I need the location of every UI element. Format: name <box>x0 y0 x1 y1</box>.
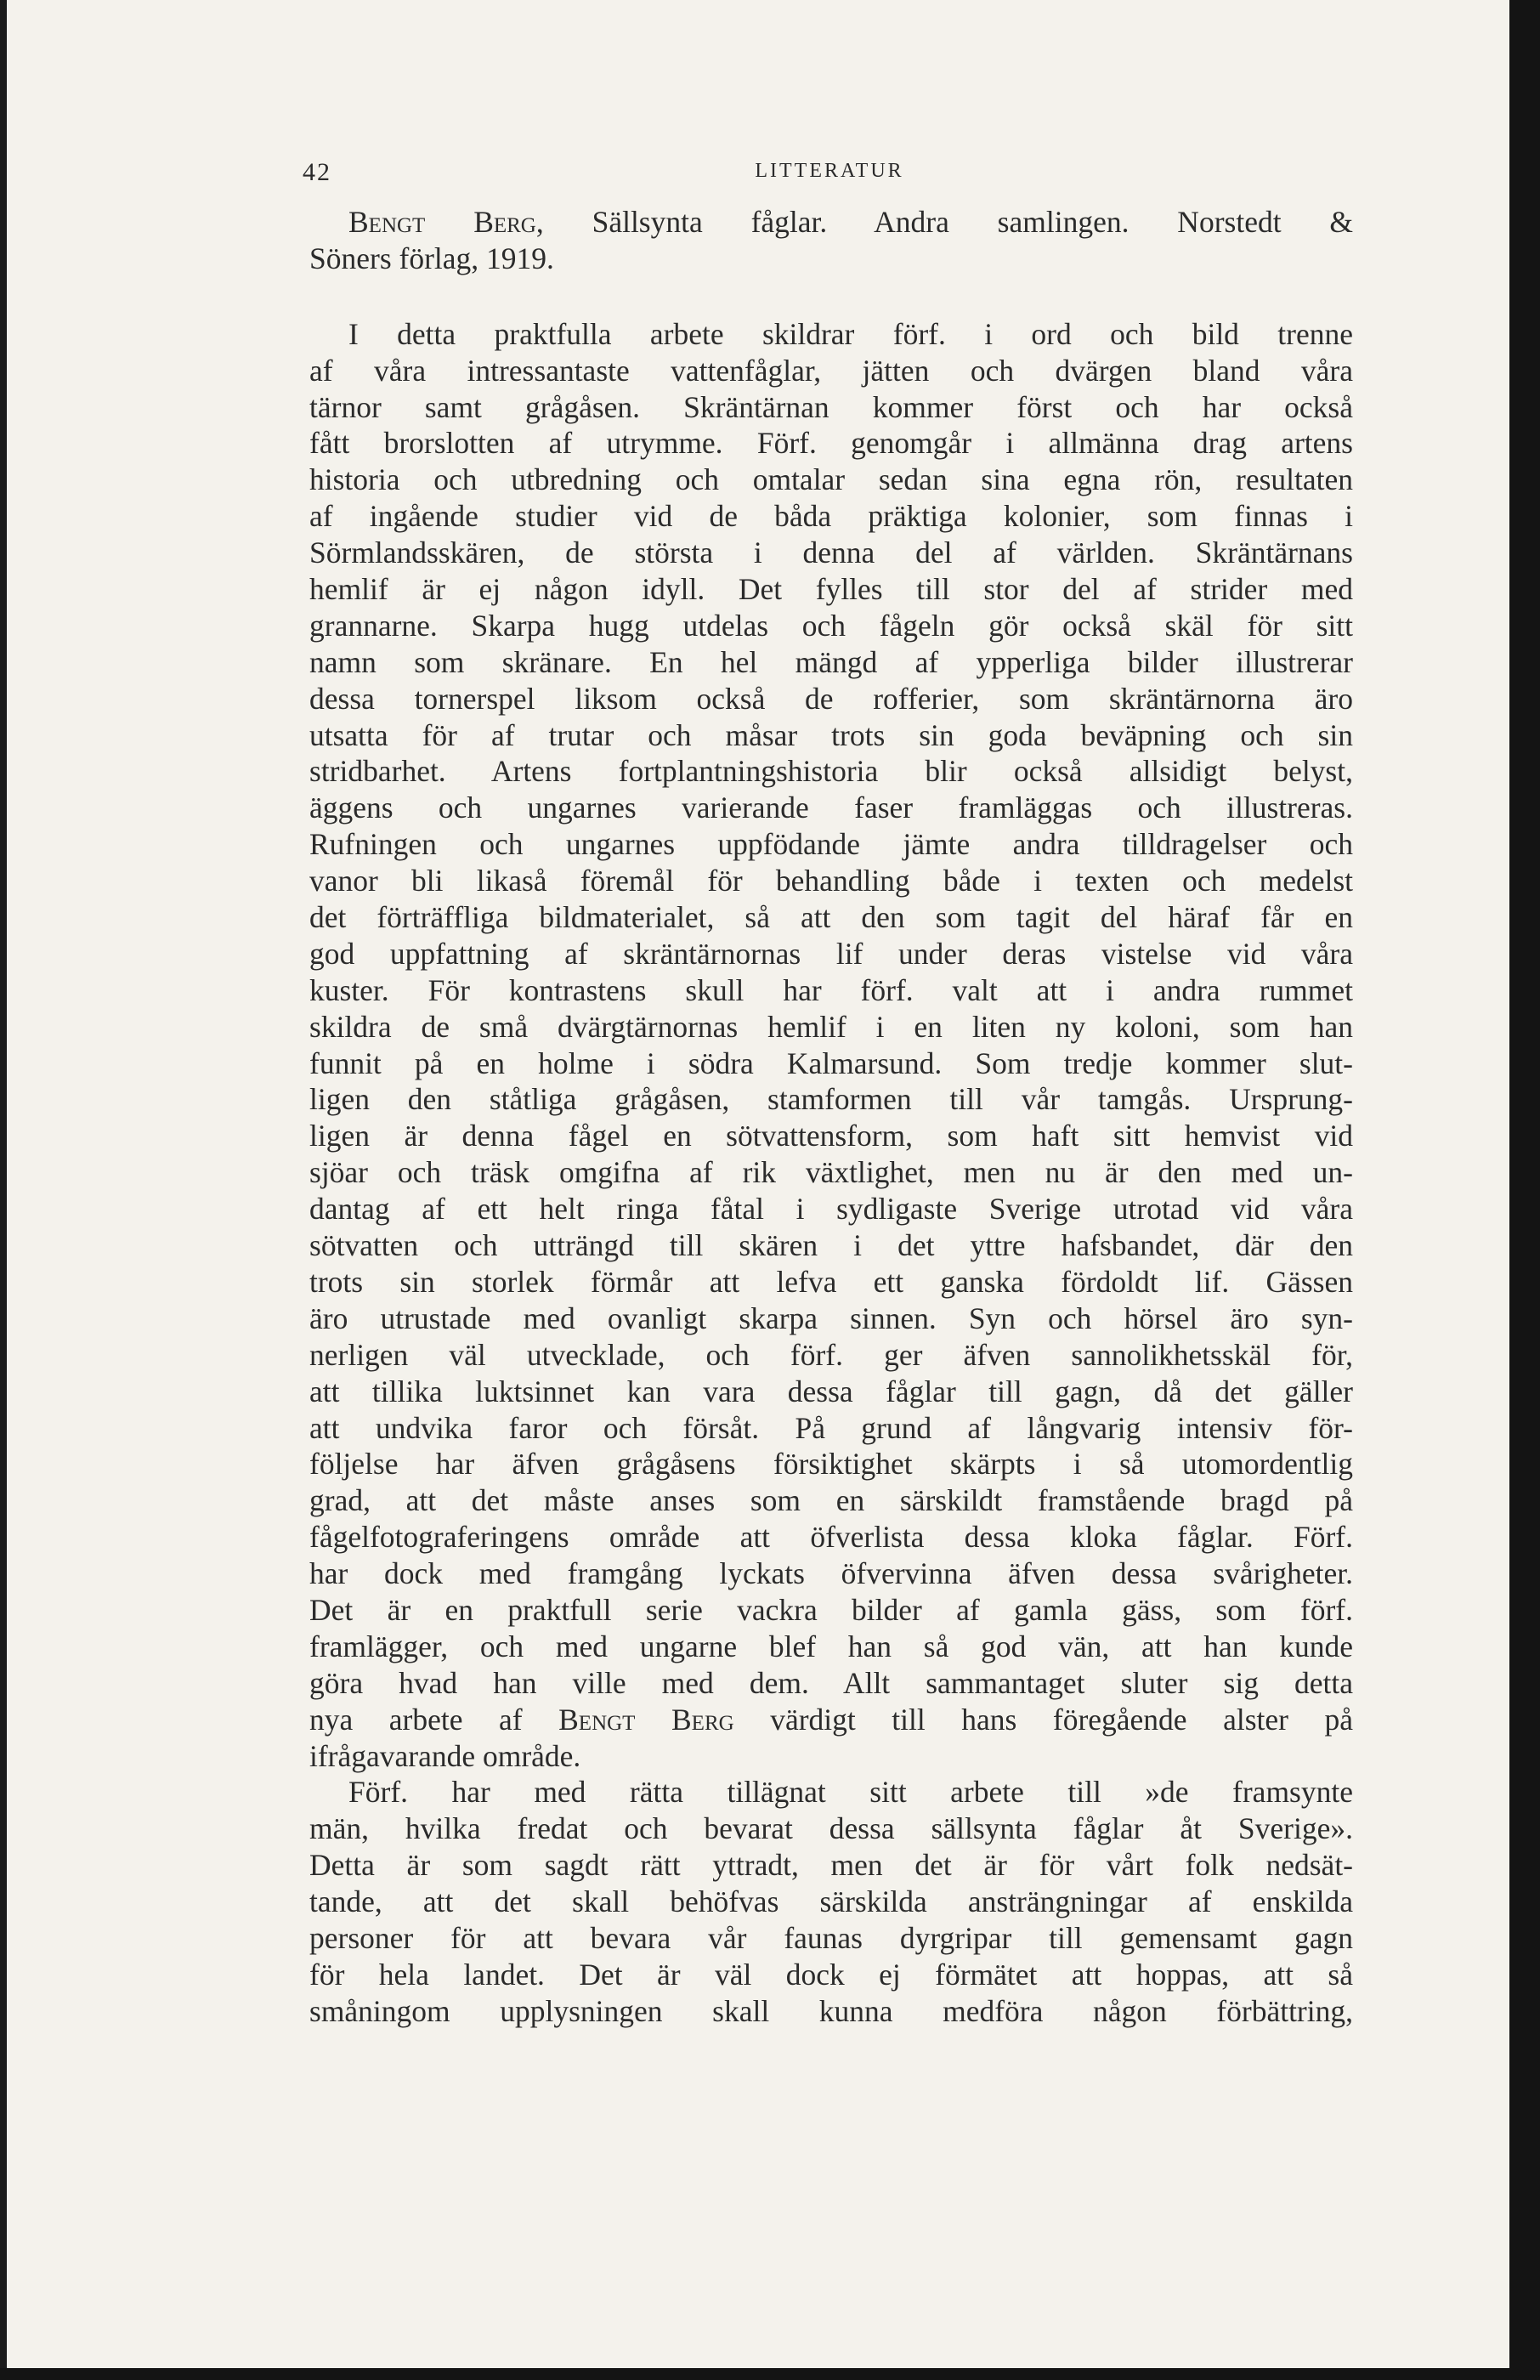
text-line: småningom upplysningen skall kunna medföra någon förbättring, <box>309 1993 1353 2028</box>
text-line: att tillika luktsinnet kan vara dessa fåglar till gagn, då det gäller <box>309 1374 1353 1408</box>
text-line: sjöar och träsk omgifna af rik växtlighet, men nu är den med un- <box>309 1155 1353 1190</box>
text-line: grannarne. Skarpa hugg utdelas och fågeln gör också skäl för sitt <box>309 608 1353 643</box>
running-title: LITTERATUR <box>755 160 904 182</box>
text-line: ifrågavarande område. <box>309 1738 581 1773</box>
page-number: 42 <box>303 158 331 186</box>
paragraph-gap <box>309 277 1353 316</box>
text-line: fått brorslotten af utrymme. Förf. genomgår i allmänna drag artens <box>309 426 1353 461</box>
scan-border-right <box>1509 0 1540 2380</box>
text-line <box>309 1702 1353 1738</box>
text-line: följelse har äfven grågåsens försiktighet skärpts i så utomordentlig <box>309 1447 1353 1482</box>
author-last-name: Berg <box>671 1702 734 1737</box>
text-line: Detta är som sagdt rätt yttradt, men det är för vårt folk nedsät- <box>309 1848 1353 1883</box>
citation-line-2: Söners förlag, 1919. <box>309 241 554 275</box>
text-line: utsatta för af trutar och måsar trots sin goda beväpning och sin <box>309 717 1353 752</box>
review-paragraph-1 <box>309 316 1353 1775</box>
text-line: stridbarhet. Artens fortplantningshistoria blir också allsidigt belyst, <box>309 754 1353 789</box>
text-line: det förträffliga bildmaterialet, så att den som tagit del häraf får en <box>309 900 1353 935</box>
text-line: funnit på en holme i södra Kalmarsund. Som tredje kommer slut- <box>309 1046 1353 1080</box>
text-line: personer för att bevara vår faunas dyrgripar till gemensamt gagn <box>309 1920 1353 1955</box>
text-line: Sörmlandsskären, de största i denna del af världen. Skräntärnans <box>309 536 1353 570</box>
text-line: namn som skränare. En hel mängd af ypperliga bilder illustrerar <box>309 644 1353 679</box>
text-line: af våra intressantaste vattenfåglar, jätten och dvärgen bland våra <box>309 353 1353 388</box>
article-text <box>309 204 1353 2030</box>
text-line: män, hvilka fredat och bevarat dessa sällsynta fåglar åt Sverige». <box>309 1811 1353 1846</box>
citation-title: , Sällsynta fåglar. Andra samlingen. Norstedt & <box>535 205 1354 239</box>
text-line: har dock med framgång lyckats öfvervinna äfven dessa svårigheter. <box>309 1556 1353 1591</box>
text-line: Det är en praktfull serie vackra bilder af gamla gäss, som förf. <box>309 1592 1353 1627</box>
citation-author-last: Berg <box>473 205 536 239</box>
text-line: äro utrustade med ovanligt skarpa sinnen. Syn och hörsel äro syn- <box>309 1300 1353 1335</box>
text-line: framlägger, och med ungarne blef han så god vän, att han kunde <box>309 1629 1353 1663</box>
scan-border-bottom <box>0 2368 1540 2380</box>
text-line: nerligen väl utvecklade, och förf. ger äfven sannolikhetsskäl för, <box>309 1337 1353 1372</box>
text-line: grad, att det måste anses som en särskildt framstående bragd på <box>309 1483 1353 1518</box>
page-header <box>303 153 1356 204</box>
text-line: af ingående studier vid de båda präktiga kolonier, som finnas i <box>309 499 1353 534</box>
text-line: sötvatten och utträngd till skären i det yttre hafsbandet, där den <box>309 1228 1353 1263</box>
text-line: skildra de små dvärgtärnornas hemlif i en liten ny koloni, som han <box>309 1009 1353 1044</box>
text-line: kuster. För kontrastens skull har förf. valt att i andra rummet <box>309 972 1353 1007</box>
author-first-name: Bengt <box>558 1702 636 1737</box>
text-line: dantag af ett helt ringa fåtal i sydligaste Sverige utrotad vid våra <box>309 1192 1353 1227</box>
text-line: ligen är denna fågel en sötvattensform, som haft sitt hemvist vid <box>309 1119 1353 1153</box>
text-line: god uppfattning af skräntärnornas lif under deras vistelse vid våra <box>309 936 1353 971</box>
text-line: dessa tornerspel liksom också de rofferier, som skräntärnorna äro <box>309 681 1353 716</box>
text-line: för hela landet. Det är väl dock ej förmätet att hoppas, att så <box>309 1957 1353 1992</box>
text-line: äggens och ungarnes varierande faser framläggas och illustreras. <box>309 790 1353 825</box>
text-line: Rufningen och ungarnes uppfödande jämte andra tilldragelser och <box>309 827 1353 862</box>
text-line: hemlif är ej någon idyll. Det fylles till stor del af strider med <box>309 572 1353 607</box>
line39-end: värdigt till hans föregående alster på <box>733 1702 1353 1737</box>
citation-author-first: Bengt <box>348 205 426 239</box>
review-paragraph-2 <box>309 1774 1353 2029</box>
text-line: ligen den ståtliga grågåsen, stamformen till vår tamgås. Ursprung- <box>309 1082 1353 1117</box>
text-line: Förf. har med rätta tillägnat sitt arbete till »de framsynte <box>348 1775 1353 1810</box>
text-line: I detta praktfulla arbete skildrar förf. i ord och bild trenne <box>348 316 1353 351</box>
text-line: tande, att det skall behöfvas särskilda ansträngningar af enskilda <box>309 1884 1353 1919</box>
line39-start: nya arbete af <box>309 1702 559 1737</box>
text-line: trots sin storlek förmår att lefva ett ganska fördoldt lif. Gässen <box>309 1264 1353 1299</box>
text-line: göra hvad han ville med dem. Allt sammantaget sluter sig detta <box>309 1665 1353 1700</box>
citation-line-1 <box>309 204 1353 241</box>
text-line: tärnor samt grågåsen. Skräntärnan kommer först och har också <box>309 389 1353 424</box>
text-line: vanor bli likaså föremål för behandling både i texten och medelst <box>309 864 1353 898</box>
text-line: historia och utbredning och omtalar sedan sina egna rön, resultaten <box>309 462 1353 497</box>
text-line: fågelfotograferingens område att öfverlista dessa kloka fåglar. Förf. <box>309 1520 1353 1555</box>
text-line: att undvika faror och försåt. På grund af långvarig intensiv för- <box>309 1410 1353 1445</box>
